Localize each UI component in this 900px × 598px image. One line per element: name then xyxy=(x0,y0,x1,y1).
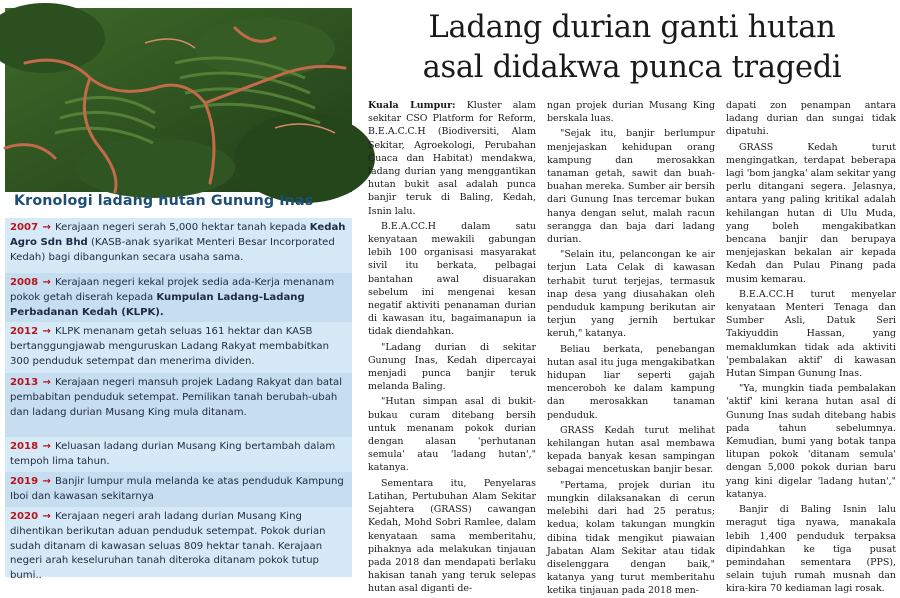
article-paragraph: "Pertama, projek durian itu mungkin dilaksanakan di cerun melebihi dari had 25 peratus; kedua, kolam takungan mungkin dibina tidak mengikut piawaian Jabatan Alam Sekitar atau tidak diselenggara dengan baik," katanya yang turut memberitahu ketika tinjauan pada 2018 men- xyxy=(547,479,715,597)
paragraph-text: Kluster alam sekitar CSO Platform for Reform, B.E.A.C.C.H (Biodiversiti, Alam Sekitar, Agroekologi, Perubahan Cuaca dan Habitat) mendakwa, ladang durian yang menggantikan hutan bukit asal adalah punca banjir teruk di Baling, Kedah, Isnin lalu. xyxy=(368,100,537,217)
timeline-text: Kerajaan negeri mansuh projek Ladang Rakyat dan batal pembabitan penduduk setempat. Pemilikan tanah berubah-ubah dan ladang durian Musang King mula ditanam. xyxy=(10,377,343,418)
dateline: Kuala Lumpur: xyxy=(368,100,456,111)
arrow-icon: → xyxy=(42,476,51,487)
article-paragraph: Banjir di Baling Isnin lalu meragut tiga nyawa, manakala lebih 1,400 penduduk terpaksa dipindahkan ke tiga pusat pemindahan sementara (PPS), selain tujuh rumah musnah dan kira-kira 70 kediaman lagi rosak. xyxy=(726,504,896,595)
timeline-year: 2007 xyxy=(10,222,39,233)
arrow-icon: → xyxy=(42,441,51,452)
article-column-2 xyxy=(547,99,715,597)
article-paragraph: "Ladang durian di sekitar Gunung Inas, Kedah dipercayai menjadi punca banjir teruk melanda Baling. xyxy=(368,341,536,393)
timeline-entry-2012 xyxy=(5,322,352,373)
timeline-year: 2008 xyxy=(10,277,39,288)
arrow-icon: → xyxy=(42,277,51,288)
timeline-year: 2020 xyxy=(10,511,39,522)
headline-line-1: Ladang durian ganti hutan xyxy=(428,10,836,45)
article-paragraph: dapati zon penampan antara ladang durian dan sungai tidak dipatuhi. xyxy=(726,100,896,138)
timeline-text: Kerajaan negeri kekal projek sedia ada-Kerja menanam pokok getah diserah kepada xyxy=(10,277,335,303)
article-column-1 xyxy=(368,99,537,595)
article-paragraph: "Selain itu, pelancongan ke air terjun Lata Celak di kawasan terhabit turut terjejas, termasuk inap desa yang diusahakan oleh penduduk kampung berikutan air terjun yang jernih bertukar keruh," katanya. xyxy=(547,249,715,340)
article-paragraph: "Hutan simpan asal di bukit-bukau curam ditebang bersih untuk menanam pokok durian dengan alasan 'perhutanan semula' atau 'ladang hutan'," katanya. xyxy=(368,396,536,474)
timeline-list xyxy=(5,218,352,582)
timeline-text: KLPK menanam getah seluas 161 hektar dan KASB bertanggungjawab menguruskan Ladang Rakyat membabitkan 300 penduduk setempat dan menerima dividen. xyxy=(10,326,329,367)
timeline-text: Banjir lumpur mula melanda ke atas penduduk Kampung Iboi dan kawasan sekitarnya xyxy=(10,476,344,502)
timeline-text: (KASB-anak syarikat Menteri Besar Incorporated Kedah) bagi dibangunkan secara usaha sama. xyxy=(10,236,335,263)
aerial-plantation-photo xyxy=(5,8,352,192)
timeline-text: Keluasan ladang durian Musang King bertambah dalam tempoh lima tahun. xyxy=(10,441,336,467)
article-paragraph: GRASS Kedah turut mengingatkan, terdapat beberapa lagi 'bom jangka' alam sekitar yang perlu ditangani segera. Jelasnya, antara yang paling kritikal adalah kehilangan hutan di Ulu Muda, yang boleh mengakibatkan bencana banjir dan berupaya menjejaskan bekalan air kepada Kedah dan Pulau Pinang pada musim kemarau. xyxy=(726,141,896,285)
article-column-3 xyxy=(726,99,896,595)
article-paragraph xyxy=(368,99,536,218)
timeline-entry-2007 xyxy=(5,218,352,273)
arrow-icon: → xyxy=(42,326,51,337)
timeline-year: 2019 xyxy=(10,476,39,487)
headline-line-2: asal didakwa punca tragedi xyxy=(422,50,842,85)
timeline-year: 2018 xyxy=(10,441,39,452)
article-paragraph: B.E.A.CC.H dalam satu kenyataan mewakili gabungan lebih 100 organisasi masyarakat sivil itu berkata, pelbagai bantahan awal disuarakan sebelum ini mengenai kesan negatif aktiviti penanaman durian di kawasan itu, bagaimanapun ia tidak diendahkan. xyxy=(368,220,536,338)
timeline-year: 2013 xyxy=(10,377,39,388)
timeline-entry-2013 xyxy=(5,373,352,437)
timeline-text: Kerajaan negeri serah 5,000 hektar tanah kepada xyxy=(55,222,310,233)
timeline-text: Kerajaan negeri arah ladang durian Musang King dihentikan berikutan aduan penduduk setempat. Pokok durian sudah ditanam di kawasan seluas 809 hektar tanah. Kerajaan negeri arah keseluruhan tanah diteroka ditanam pokok tutup bumi.. xyxy=(10,511,326,582)
article-paragraph: "Sejak itu, banjir berlumpur menjejaskan kehidupan orang kampung dan merosakkan tanaman getah, sawit dan buah-buahan mereka. Sumber air bersih dari Gunung Inas tercemar bukan hanya dengan selut, malah racun serangga dan baja dari ladang durian. xyxy=(547,128,715,246)
timeline-entry-2008 xyxy=(5,273,352,322)
article-paragraph: Sementara itu, Penyelaras Latihan, Pertubuhan Alam Sekitar Sejahtera (GRASS) cawangan Kedah, Mohd Sobri Ramlee, dalam kenyataan sama memberitahu, pihaknya ada melakukan tinjauan pada 2018 dan mendapati berlaku hakisan tanah yang teruk selepas hutan asal diganti de- xyxy=(368,477,536,595)
timeline-title: Kronologi ladang hutan Gunung Inas xyxy=(14,193,314,209)
article-paragraph: ngan projek durian Musang King berskala luas. xyxy=(547,100,715,125)
article-headline xyxy=(368,8,896,88)
arrow-icon: → xyxy=(42,222,51,233)
article-paragraph: B.E.A.CC.H turut menyelar kenyataan Menteri Tenaga dan Sumber Asli, Datuk Seri Takiyuddin Hassan, yang memaklumkan tidak ada aktiviti 'pembalakan aktif' di kawasan Hutan Simpan Gunung Inas. xyxy=(726,288,896,380)
arrow-icon: → xyxy=(42,511,51,522)
article-paragraph: "Ya, mungkin tiada pembalakan 'aktif' kini kerana hutan asal di Gunung Inas sudah ditebang habis pada tahun sebelumnya. Kemudian, bumi yang botak tanpa litupan pokok 'ditanam semula' dengan 5,000 pokok durian baru yang kini digelar 'ladang hutan'," katanya. xyxy=(726,383,896,500)
article-paragraph: Beliau berkata, penebangan hutan asal itu juga mengakibatkan hidupan liar seperti gajah menceroboh ke dalam kampung dan merosakkan tanaman penduduk. xyxy=(547,343,715,421)
timeline-text-bold: Kedah Agro Sdn Bhd xyxy=(10,222,346,248)
infographic-sidebar xyxy=(0,0,356,582)
arrow-icon: → xyxy=(42,377,51,388)
article-paragraph: GRASS Kedah turut melihat kehilangan hutan asal membawa kepada banyak kesan sampingan sebagai mencetuskan banjir besar. xyxy=(547,424,715,476)
timeline-text-bold: Kumpulan Ladang-Ladang Perbadanan Kedah (KLPK). xyxy=(10,291,305,318)
timeline-year: 2012 xyxy=(10,326,39,337)
timeline-entry-2019 xyxy=(5,472,352,507)
timeline-entry-2020 xyxy=(5,507,352,582)
timeline-entry-2018 xyxy=(5,437,352,472)
